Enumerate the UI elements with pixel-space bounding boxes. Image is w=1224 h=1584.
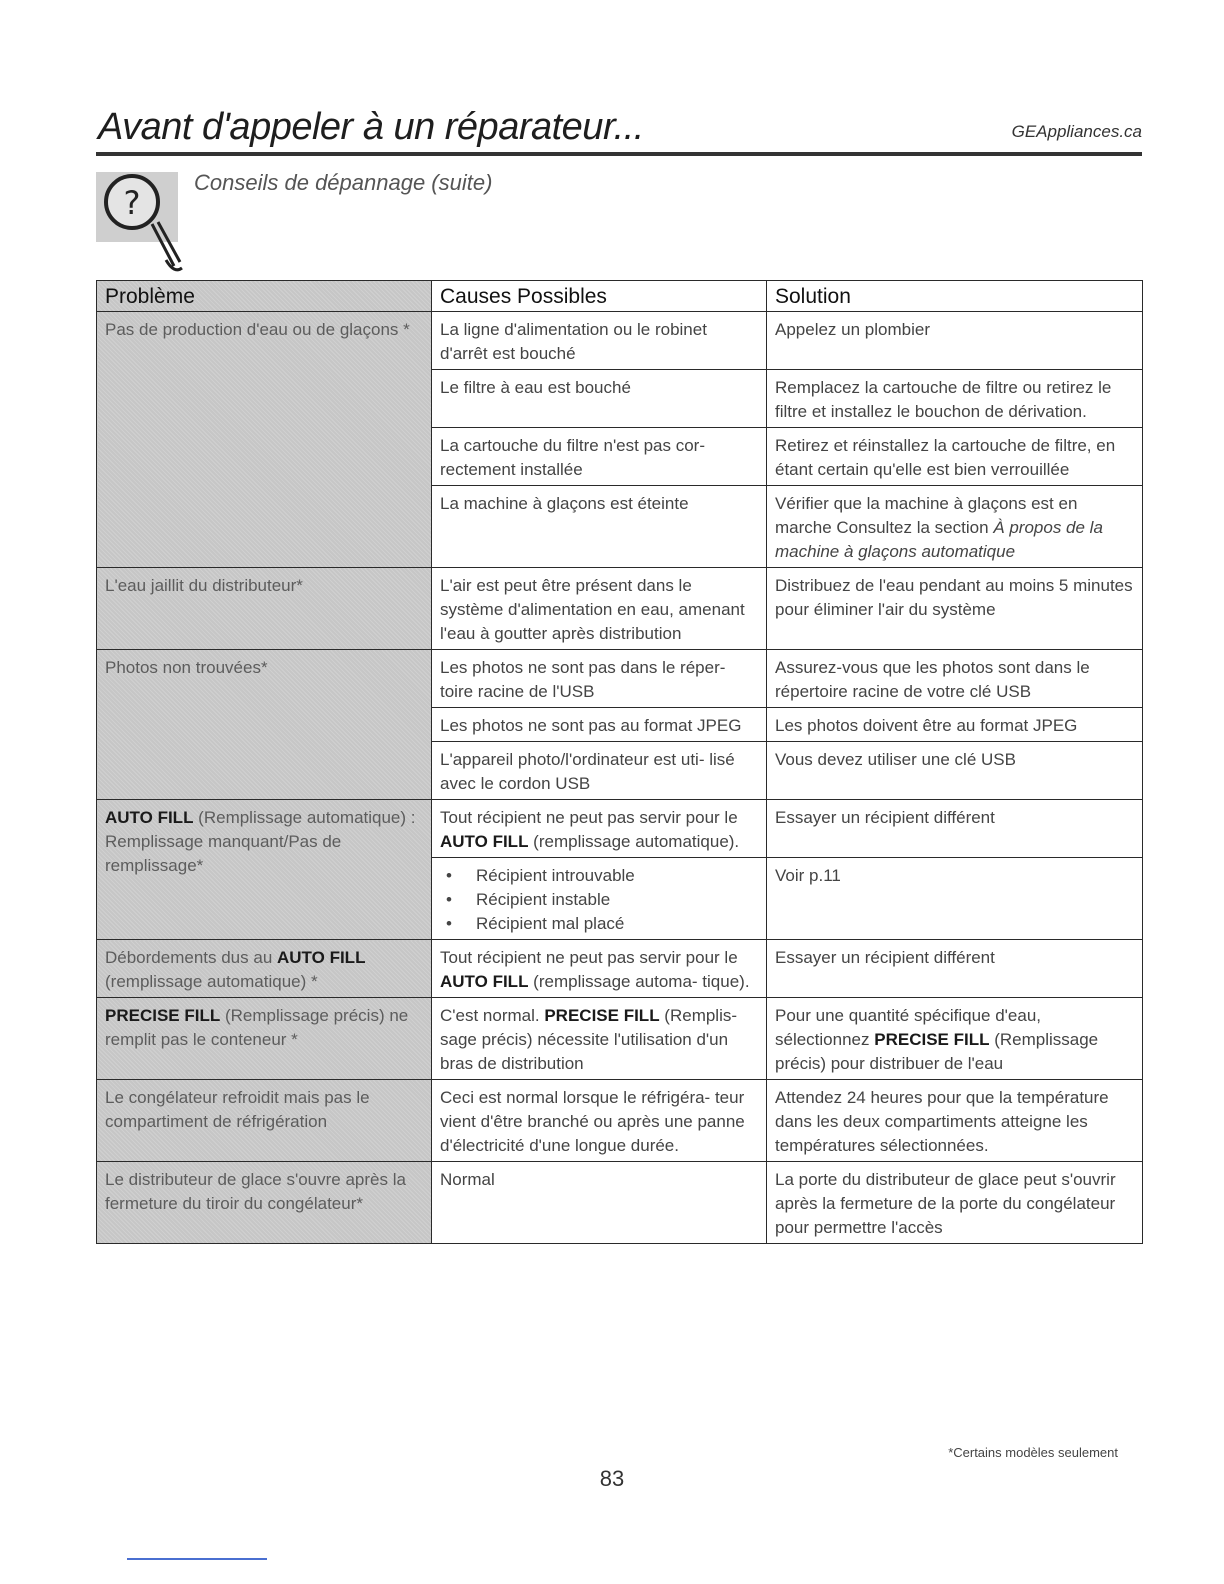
cause-text: (remplissage automa- tique). <box>528 972 750 991</box>
cause-cell: Les photos ne sont pas au format JPEG <box>432 708 767 742</box>
solution-cell <box>767 998 1143 1080</box>
keyword: PRECISE FILL <box>874 1030 990 1049</box>
header-solution: Solution <box>767 281 1143 312</box>
cause-cell: Ceci est normal lorsque le réfrigéra- teur vient d'être branché ou après une panne d'électricité d'une longue durée. <box>432 1080 767 1162</box>
keyword: AUTO FILL <box>105 808 194 827</box>
table-row <box>97 940 1143 998</box>
problem-cell: Le distributeur de glace s'ouvre après la fermeture du tiroir du congélateur* <box>97 1162 432 1244</box>
solution-cell: Vous devez utiliser une clé USB <box>767 742 1143 800</box>
solution-cell: Distribuez de l'eau pendant au moins 5 minutes pour éliminer l'air du système <box>767 568 1143 650</box>
list-item: • Récipient mal placé <box>440 912 758 936</box>
solution-cell: Essayer un récipient différent <box>767 800 1143 858</box>
footnote: *Certains modèles seulement <box>948 1445 1118 1460</box>
cause-cell <box>432 998 767 1080</box>
solution-cell: Essayer un récipient différent <box>767 940 1143 998</box>
svg-text:?: ? <box>123 184 141 222</box>
cause-cell <box>432 858 767 940</box>
keyword: AUTO FILL <box>440 972 529 991</box>
problem-text: Débordements dus au <box>105 948 277 967</box>
problem-cell: Le congélateur refroidit mais pas le compartiment de réfrigération <box>97 1080 432 1162</box>
solution-cell: Les photos doivent être au format JPEG <box>767 708 1143 742</box>
solution-cell: Remplacez la cartouche de filtre ou retirez le filtre et installez le bouchon de dérivation. <box>767 370 1143 428</box>
table-header-row <box>97 281 1143 312</box>
problem-cell: Photos non trouvées* <box>97 650 432 800</box>
cause-text: Tout récipient ne peut pas servir pour le <box>440 808 738 827</box>
table-row <box>97 650 1143 708</box>
table-row <box>97 1162 1143 1244</box>
solution-cell: La porte du distributeur de glace peut s'ouvrir après la fermeture de la porte du congélateur pour permettre l'accès <box>767 1162 1143 1244</box>
table-row <box>97 312 1143 370</box>
problem-text: (Remplissage automatique) : Remplissage manquant/Pas de remplissage* <box>105 808 416 875</box>
keyword: AUTO FILL <box>440 832 529 851</box>
table-row <box>97 998 1143 1080</box>
list-item: • Récipient instable <box>440 888 758 912</box>
section-reference: À propos de la machine à glaçons automatique <box>775 518 1103 561</box>
question-magnifier-icon <box>96 170 192 278</box>
problem-cell <box>97 800 432 940</box>
keyword: PRECISE FILL <box>544 1006 660 1025</box>
website-label: GEAppliances.ca <box>1011 122 1142 141</box>
cause-text: (Remplis- sage précis) nécessite l'utilisation d'un bras de distribution <box>440 1006 738 1073</box>
cause-text: (remplissage automatique). <box>528 832 740 851</box>
cause-cell: Normal <box>432 1162 767 1244</box>
page-header <box>96 100 1142 156</box>
solution-cell: Assurez-vous que les photos sont dans le répertoire racine de votre clé USB <box>767 650 1143 708</box>
header-causes: Causes Possibles <box>432 281 767 312</box>
table-row <box>97 800 1143 858</box>
header-problem: Problème <box>97 281 432 312</box>
cause-bullet-list <box>440 864 758 936</box>
solution-text: Pour une quantité spécifique d'eau, sélectionnez <box>775 1006 1041 1049</box>
table-row <box>97 1080 1143 1162</box>
cause-text: Tout récipient ne peut pas servir pour le <box>440 948 738 967</box>
solution-cell: Voir p.11 <box>767 858 1143 940</box>
keyword: AUTO FILL <box>277 948 366 967</box>
cause-cell: L'appareil photo/l'ordinateur est uti- lisé avec le cordon USB <box>432 742 767 800</box>
solution-text: (Remplissage précis) pour distribuer de l'eau <box>775 1030 1099 1073</box>
divider <box>127 1558 267 1560</box>
cause-cell: La machine à glaçons est éteinte <box>432 486 767 568</box>
solution-cell: Retirez et réinstallez la cartouche de filtre, en étant certain qu'elle est bien verrouillée <box>767 428 1143 486</box>
solution-cell <box>767 486 1143 568</box>
problem-text: (remplissage automatique) * <box>105 972 318 991</box>
cause-cell: La cartouche du filtre n'est pas cor- rectement installée <box>432 428 767 486</box>
list-item: • Récipient introuvable <box>440 864 758 888</box>
cause-cell: L'air est peut être présent dans le système d'alimentation en eau, amenant l'eau à goutter après distribution <box>432 568 767 650</box>
page-title: Avant d'appeler à un réparateur... <box>98 106 644 148</box>
page-number: 83 <box>599 1466 625 1491</box>
cause-cell: La ligne d'alimentation ou le robinet d'arrêt est bouché <box>432 312 767 370</box>
keyword: PRECISE FILL <box>105 1006 221 1025</box>
cause-cell: Les photos ne sont pas dans le réper- toire racine de l'USB <box>432 650 767 708</box>
solution-cell: Appelez un plombier <box>767 312 1143 370</box>
troubleshooting-table <box>96 280 1143 1244</box>
cause-text: C'est normal. <box>440 1006 545 1025</box>
problem-cell <box>97 998 432 1080</box>
problem-cell: L'eau jaillit du distributeur* <box>97 568 432 650</box>
problem-cell <box>97 940 432 998</box>
table-row <box>97 568 1143 650</box>
cause-cell <box>432 940 767 998</box>
problem-text: (Remplissage précis) ne remplit pas le conteneur * <box>105 1006 409 1049</box>
cause-cell <box>432 800 767 858</box>
section-subtitle: Conseils de dépannage (suite) <box>194 170 493 195</box>
section-header <box>96 168 696 278</box>
cause-cell: Le filtre à eau est bouché <box>432 370 767 428</box>
solution-text: Vérifier que la machine à glaçons est en marche Consultez la section <box>775 494 1078 537</box>
solution-cell: Attendez 24 heures pour que la température dans les deux compartiments atteigne les températures sélectionnées. <box>767 1080 1143 1162</box>
problem-cell: Pas de production d'eau ou de glaçons * <box>97 312 432 568</box>
